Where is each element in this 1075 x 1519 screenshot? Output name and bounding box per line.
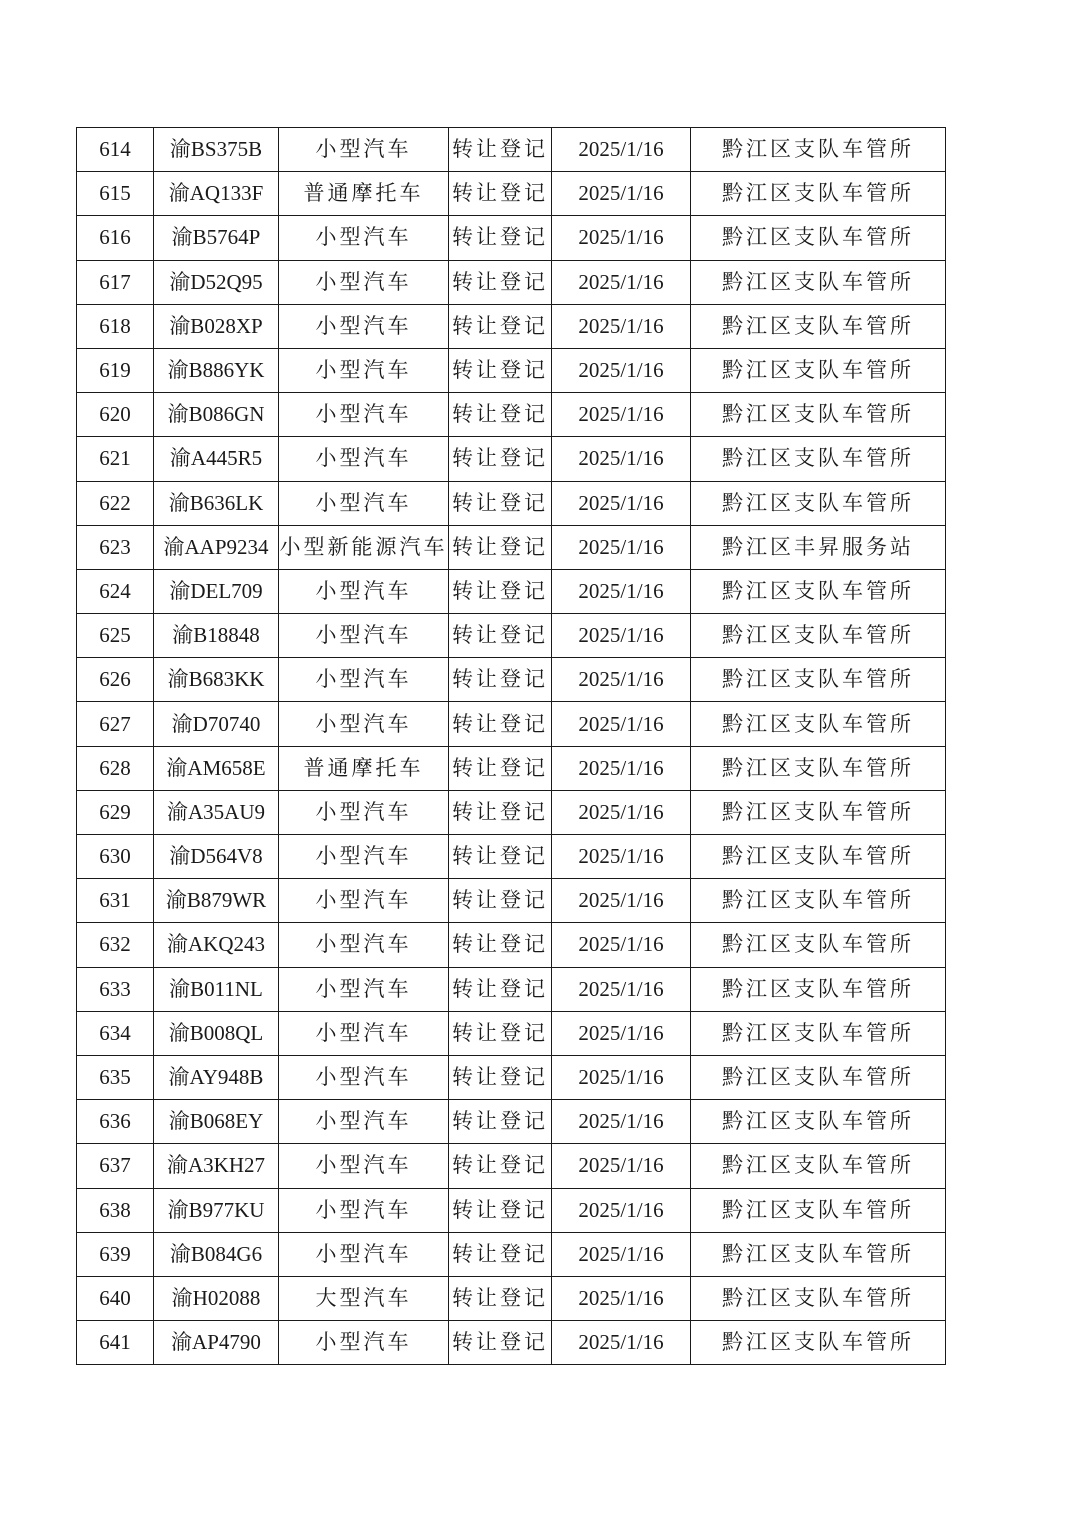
date-cell: 2025/1/16 xyxy=(552,1232,691,1276)
table-row xyxy=(77,437,946,481)
table-row xyxy=(77,1276,946,1320)
business-type-cell: 转让登记 xyxy=(449,1144,552,1188)
date-cell: 2025/1/16 xyxy=(552,1144,691,1188)
plate-number-cell: 渝B084G6 xyxy=(154,1232,279,1276)
date-cell: 2025/1/16 xyxy=(552,1011,691,1055)
date-cell: 2025/1/16 xyxy=(552,1100,691,1144)
date-cell: 2025/1/16 xyxy=(552,923,691,967)
row-number-cell: 621 xyxy=(77,437,154,481)
row-number-cell: 631 xyxy=(77,879,154,923)
date-cell: 2025/1/16 xyxy=(552,481,691,525)
vehicle-type-cell: 小型汽车 xyxy=(279,437,449,481)
office-cell: 黔江区支队车管所 xyxy=(691,172,946,216)
plate-number-cell: 渝B011NL xyxy=(154,967,279,1011)
date-cell: 2025/1/16 xyxy=(552,702,691,746)
plate-number-cell: 渝AQ133F xyxy=(154,172,279,216)
office-cell: 黔江区支队车管所 xyxy=(691,393,946,437)
office-cell: 黔江区支队车管所 xyxy=(691,481,946,525)
business-type-cell: 转让登记 xyxy=(449,393,552,437)
office-cell: 黔江区支队车管所 xyxy=(691,216,946,260)
row-number-cell: 615 xyxy=(77,172,154,216)
row-number-cell: 636 xyxy=(77,1100,154,1144)
vehicle-type-cell: 小型汽车 xyxy=(279,1055,449,1099)
office-cell: 黔江区支队车管所 xyxy=(691,879,946,923)
table-row xyxy=(77,216,946,260)
business-type-cell: 转让登记 xyxy=(449,1232,552,1276)
plate-number-cell: 渝D564V8 xyxy=(154,835,279,879)
date-cell: 2025/1/16 xyxy=(552,393,691,437)
plate-number-cell: 渝D70740 xyxy=(154,702,279,746)
office-cell: 黔江区支队车管所 xyxy=(691,746,946,790)
vehicle-type-cell: 小型汽车 xyxy=(279,216,449,260)
row-number-cell: 628 xyxy=(77,746,154,790)
table-row xyxy=(77,1144,946,1188)
vehicle-type-cell: 小型汽车 xyxy=(279,835,449,879)
plate-number-cell: 渝AM658E xyxy=(154,746,279,790)
vehicle-type-cell: 小型汽车 xyxy=(279,348,449,392)
table-body xyxy=(77,128,946,1365)
table-row xyxy=(77,393,946,437)
business-type-cell: 转让登记 xyxy=(449,1321,552,1365)
business-type-cell: 转让登记 xyxy=(449,172,552,216)
row-number-cell: 640 xyxy=(77,1276,154,1320)
row-number-cell: 614 xyxy=(77,128,154,172)
row-number-cell: 620 xyxy=(77,393,154,437)
business-type-cell: 转让登记 xyxy=(449,746,552,790)
office-cell: 黔江区支队车管所 xyxy=(691,569,946,613)
vehicle-type-cell: 小型汽车 xyxy=(279,1321,449,1365)
table-row xyxy=(77,967,946,1011)
vehicle-type-cell: 小型汽车 xyxy=(279,481,449,525)
business-type-cell: 转让登记 xyxy=(449,614,552,658)
table-row xyxy=(77,1232,946,1276)
vehicle-type-cell: 小型汽车 xyxy=(279,967,449,1011)
table-row xyxy=(77,260,946,304)
vehicle-type-cell: 小型汽车 xyxy=(279,1188,449,1232)
table-row xyxy=(77,835,946,879)
vehicle-type-cell: 大型汽车 xyxy=(279,1276,449,1320)
table-row xyxy=(77,746,946,790)
business-type-cell: 转让登记 xyxy=(449,481,552,525)
plate-number-cell: 渝B683KK xyxy=(154,658,279,702)
row-number-cell: 635 xyxy=(77,1055,154,1099)
date-cell: 2025/1/16 xyxy=(552,437,691,481)
business-type-cell: 转让登记 xyxy=(449,967,552,1011)
date-cell: 2025/1/16 xyxy=(552,614,691,658)
business-type-cell: 转让登记 xyxy=(449,658,552,702)
vehicle-type-cell: 小型新能源汽车 xyxy=(279,525,449,569)
business-type-cell: 转让登记 xyxy=(449,128,552,172)
plate-number-cell: 渝B086GN xyxy=(154,393,279,437)
vehicle-type-cell: 小型汽车 xyxy=(279,1100,449,1144)
row-number-cell: 627 xyxy=(77,702,154,746)
vehicle-type-cell: 小型汽车 xyxy=(279,393,449,437)
business-type-cell: 转让登记 xyxy=(449,702,552,746)
business-type-cell: 转让登记 xyxy=(449,879,552,923)
business-type-cell: 转让登记 xyxy=(449,790,552,834)
business-type-cell: 转让登记 xyxy=(449,569,552,613)
plate-number-cell: 渝B068EY xyxy=(154,1100,279,1144)
table-row xyxy=(77,525,946,569)
office-cell: 黔江区支队车管所 xyxy=(691,967,946,1011)
plate-number-cell: 渝DEL709 xyxy=(154,569,279,613)
date-cell: 2025/1/16 xyxy=(552,967,691,1011)
date-cell: 2025/1/16 xyxy=(552,746,691,790)
table-row xyxy=(77,702,946,746)
office-cell: 黔江区支队车管所 xyxy=(691,658,946,702)
row-number-cell: 633 xyxy=(77,967,154,1011)
plate-number-cell: 渝B879WR xyxy=(154,879,279,923)
date-cell: 2025/1/16 xyxy=(552,835,691,879)
office-cell: 黔江区支队车管所 xyxy=(691,260,946,304)
office-cell: 黔江区支队车管所 xyxy=(691,702,946,746)
table-row xyxy=(77,879,946,923)
row-number-cell: 638 xyxy=(77,1188,154,1232)
plate-number-cell: 渝AKQ243 xyxy=(154,923,279,967)
office-cell: 黔江区支队车管所 xyxy=(691,1232,946,1276)
plate-number-cell: 渝A3KH27 xyxy=(154,1144,279,1188)
plate-number-cell: 渝AY948B xyxy=(154,1055,279,1099)
business-type-cell: 转让登记 xyxy=(449,1276,552,1320)
table-row xyxy=(77,1011,946,1055)
table-row xyxy=(77,923,946,967)
table-row xyxy=(77,1188,946,1232)
row-number-cell: 616 xyxy=(77,216,154,260)
business-type-cell: 转让登记 xyxy=(449,304,552,348)
vehicle-type-cell: 小型汽车 xyxy=(279,569,449,613)
date-cell: 2025/1/16 xyxy=(552,1188,691,1232)
plate-number-cell: 渝B886YK xyxy=(154,348,279,392)
date-cell: 2025/1/16 xyxy=(552,569,691,613)
date-cell: 2025/1/16 xyxy=(552,172,691,216)
business-type-cell: 转让登记 xyxy=(449,1011,552,1055)
vehicle-type-cell: 小型汽车 xyxy=(279,790,449,834)
business-type-cell: 转让登记 xyxy=(449,835,552,879)
business-type-cell: 转让登记 xyxy=(449,216,552,260)
table-row xyxy=(77,1321,946,1365)
plate-number-cell: 渝H02088 xyxy=(154,1276,279,1320)
date-cell: 2025/1/16 xyxy=(552,525,691,569)
row-number-cell: 624 xyxy=(77,569,154,613)
vehicle-type-cell: 普通摩托车 xyxy=(279,172,449,216)
office-cell: 黔江区支队车管所 xyxy=(691,1100,946,1144)
plate-number-cell: 渝B008QL xyxy=(154,1011,279,1055)
business-type-cell: 转让登记 xyxy=(449,1055,552,1099)
date-cell: 2025/1/16 xyxy=(552,348,691,392)
table-row xyxy=(77,128,946,172)
vehicle-type-cell: 小型汽车 xyxy=(279,614,449,658)
business-type-cell: 转让登记 xyxy=(449,348,552,392)
vehicle-type-cell: 小型汽车 xyxy=(279,260,449,304)
date-cell: 2025/1/16 xyxy=(552,790,691,834)
row-number-cell: 623 xyxy=(77,525,154,569)
office-cell: 黔江区支队车管所 xyxy=(691,790,946,834)
row-number-cell: 637 xyxy=(77,1144,154,1188)
row-number-cell: 617 xyxy=(77,260,154,304)
plate-number-cell: 渝B18848 xyxy=(154,614,279,658)
table-row xyxy=(77,1100,946,1144)
row-number-cell: 632 xyxy=(77,923,154,967)
plate-number-cell: 渝B5764P xyxy=(154,216,279,260)
date-cell: 2025/1/16 xyxy=(552,1321,691,1365)
plate-number-cell: 渝A35AU9 xyxy=(154,790,279,834)
vehicle-type-cell: 普通摩托车 xyxy=(279,746,449,790)
business-type-cell: 转让登记 xyxy=(449,260,552,304)
date-cell: 2025/1/16 xyxy=(552,128,691,172)
table-row xyxy=(77,614,946,658)
vehicle-type-cell: 小型汽车 xyxy=(279,1232,449,1276)
vehicle-type-cell: 小型汽车 xyxy=(279,304,449,348)
plate-number-cell: 渝BS375B xyxy=(154,128,279,172)
row-number-cell: 618 xyxy=(77,304,154,348)
business-type-cell: 转让登记 xyxy=(449,1188,552,1232)
plate-number-cell: 渝AAP9234 xyxy=(154,525,279,569)
office-cell: 黔江区支队车管所 xyxy=(691,1276,946,1320)
vehicle-type-cell: 小型汽车 xyxy=(279,1011,449,1055)
business-type-cell: 转让登记 xyxy=(449,525,552,569)
date-cell: 2025/1/16 xyxy=(552,304,691,348)
vehicle-type-cell: 小型汽车 xyxy=(279,879,449,923)
date-cell: 2025/1/16 xyxy=(552,658,691,702)
office-cell: 黔江区丰昇服务站 xyxy=(691,525,946,569)
vehicle-type-cell: 小型汽车 xyxy=(279,1144,449,1188)
office-cell: 黔江区支队车管所 xyxy=(691,835,946,879)
row-number-cell: 622 xyxy=(77,481,154,525)
vehicle-type-cell: 小型汽车 xyxy=(279,658,449,702)
table-row xyxy=(77,658,946,702)
plate-number-cell: 渝B028XP xyxy=(154,304,279,348)
plate-number-cell: 渝B977KU xyxy=(154,1188,279,1232)
vehicle-registration-table xyxy=(76,127,946,1365)
business-type-cell: 转让登记 xyxy=(449,1100,552,1144)
plate-number-cell: 渝AP4790 xyxy=(154,1321,279,1365)
table-row xyxy=(77,481,946,525)
office-cell: 黔江区支队车管所 xyxy=(691,1188,946,1232)
business-type-cell: 转让登记 xyxy=(449,437,552,481)
office-cell: 黔江区支队车管所 xyxy=(691,1321,946,1365)
table-row xyxy=(77,1055,946,1099)
plate-number-cell: 渝B636LK xyxy=(154,481,279,525)
office-cell: 黔江区支队车管所 xyxy=(691,304,946,348)
table-row xyxy=(77,172,946,216)
vehicle-type-cell: 小型汽车 xyxy=(279,128,449,172)
office-cell: 黔江区支队车管所 xyxy=(691,1055,946,1099)
row-number-cell: 634 xyxy=(77,1011,154,1055)
table-row xyxy=(77,569,946,613)
office-cell: 黔江区支队车管所 xyxy=(691,128,946,172)
office-cell: 黔江区支队车管所 xyxy=(691,1144,946,1188)
date-cell: 2025/1/16 xyxy=(552,216,691,260)
row-number-cell: 641 xyxy=(77,1321,154,1365)
office-cell: 黔江区支队车管所 xyxy=(691,923,946,967)
vehicle-type-cell: 小型汽车 xyxy=(279,923,449,967)
office-cell: 黔江区支队车管所 xyxy=(691,614,946,658)
table-row xyxy=(77,790,946,834)
table-row xyxy=(77,348,946,392)
row-number-cell: 625 xyxy=(77,614,154,658)
row-number-cell: 619 xyxy=(77,348,154,392)
row-number-cell: 639 xyxy=(77,1232,154,1276)
row-number-cell: 626 xyxy=(77,658,154,702)
office-cell: 黔江区支队车管所 xyxy=(691,1011,946,1055)
office-cell: 黔江区支队车管所 xyxy=(691,348,946,392)
table-row xyxy=(77,304,946,348)
row-number-cell: 630 xyxy=(77,835,154,879)
row-number-cell: 629 xyxy=(77,790,154,834)
date-cell: 2025/1/16 xyxy=(552,260,691,304)
office-cell: 黔江区支队车管所 xyxy=(691,437,946,481)
date-cell: 2025/1/16 xyxy=(552,1276,691,1320)
date-cell: 2025/1/16 xyxy=(552,879,691,923)
plate-number-cell: 渝A445R5 xyxy=(154,437,279,481)
vehicle-type-cell: 小型汽车 xyxy=(279,702,449,746)
business-type-cell: 转让登记 xyxy=(449,923,552,967)
date-cell: 2025/1/16 xyxy=(552,1055,691,1099)
plate-number-cell: 渝D52Q95 xyxy=(154,260,279,304)
